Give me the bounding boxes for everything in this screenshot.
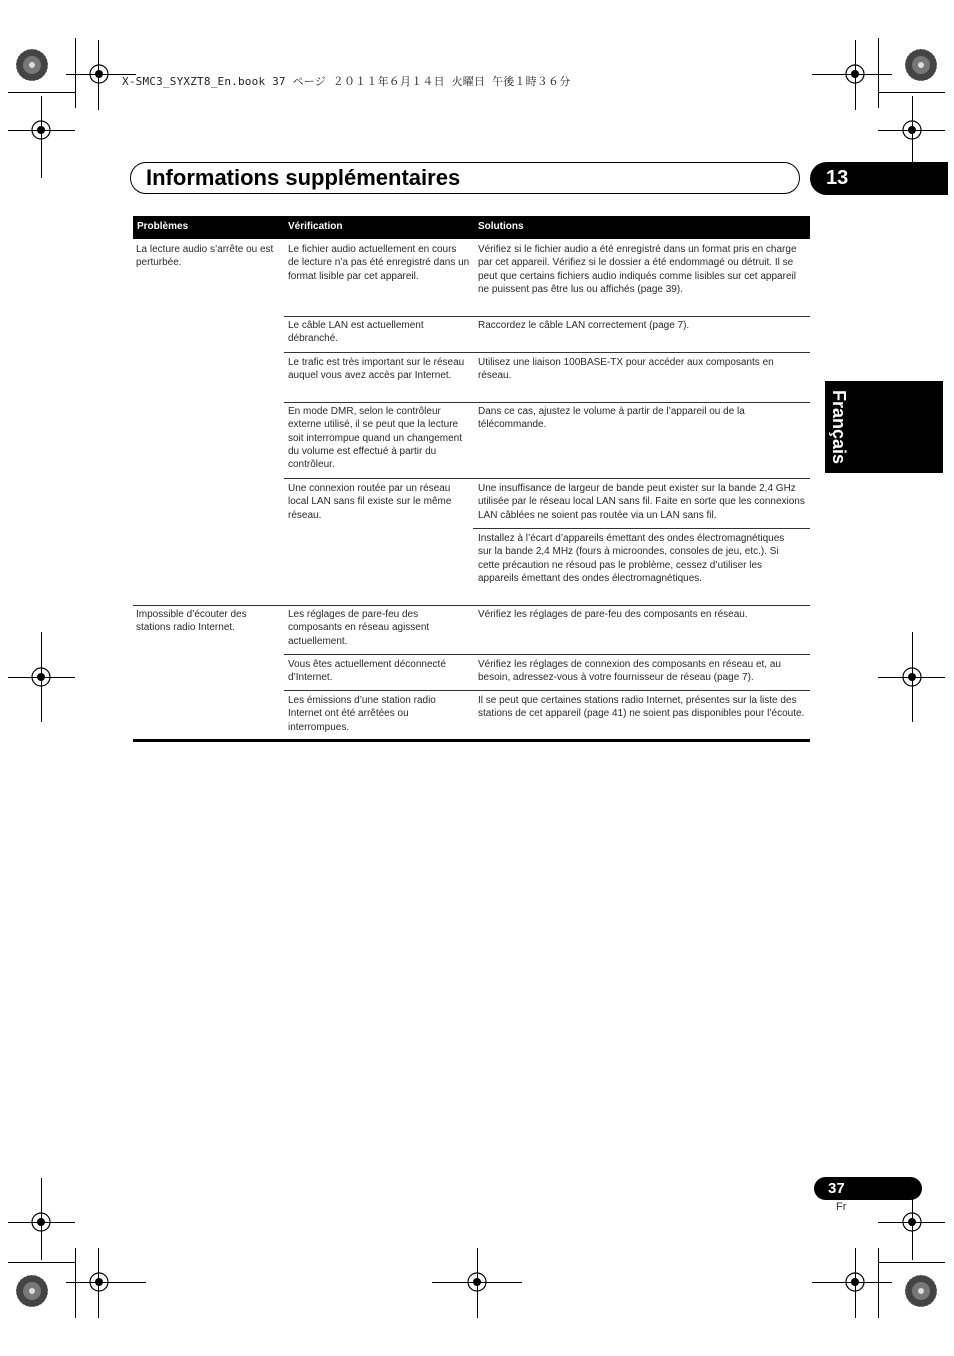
row-divider bbox=[284, 478, 810, 479]
registration-mark-icon bbox=[892, 657, 932, 697]
solution-cell: Une insuffisance de largeur de bande peut exister sur la bande 2,4 GHz utilisée par le réseau local LAN sans fil. Faite en sorte que les connexions LAN câblées ne soient pas routée via un LAN sans fil. bbox=[478, 483, 805, 521]
row-divider bbox=[284, 654, 810, 655]
solution-cell: Il se peut que certaines stations radio Internet, présentes sur la liste des stations de cet appareil (page 41) ne soient pas disponibles pour l’écoute. bbox=[478, 695, 805, 720]
file-header: X-SMC3_SYXZT8_En.book 37 ページ ２０１１年６月１４日 火曜日 午後１時３６分 bbox=[122, 75, 571, 88]
color-target-icon bbox=[904, 1274, 938, 1308]
page-title: Informations supplémentaires bbox=[146, 165, 461, 190]
registration-mark-icon bbox=[457, 1262, 497, 1302]
verification-cell: Une connexion routée par un réseau local LAN sans fil existe sur le même réseau. bbox=[288, 483, 452, 521]
registration-mark-icon bbox=[892, 110, 932, 150]
verification-cell: Le trafic est très important sur le réseau auquel vous avez accès par Internet. bbox=[288, 357, 465, 382]
table-header bbox=[133, 216, 810, 239]
registration-mark-icon bbox=[892, 1202, 932, 1242]
language-tab-label: Français bbox=[829, 389, 849, 465]
solution-cell: Dans ce cas, ajustez le volume à partir de l’appareil ou de la télécommande. bbox=[478, 406, 745, 431]
color-target-icon bbox=[15, 1274, 49, 1308]
row-divider bbox=[473, 528, 810, 529]
color-target-icon bbox=[904, 48, 938, 82]
row-divider bbox=[284, 352, 810, 353]
verification-cell: Les réglages de pare-feu des composants en réseau agissent actuellement. bbox=[288, 609, 430, 647]
page-language: Fr bbox=[836, 1201, 847, 1213]
page-number: 37 bbox=[828, 1180, 845, 1197]
solution-cell: Vérifiez si le fichier audio a été enregistré dans un format pris en charge par cet appareil. Vérifiez si le dossier a été endommagé ou détruit. Il se peut que certains fichiers audio indiqués comme lisibles sur cet appareil ne puissent pas être lus ou affichés (page 39). bbox=[478, 244, 797, 295]
problem-cell: La lecture audio s’arrête ou est perturbée. bbox=[136, 244, 274, 269]
column-header-problems: Problèmes bbox=[137, 221, 189, 232]
row-divider bbox=[133, 605, 810, 606]
verification-cell: En mode DMR, selon le contrôleur externe utilisé, il se peut que la lecture soit interrompue quand un changement du volume est effectué à partir du contrôleur. bbox=[288, 406, 463, 471]
registration-mark-icon bbox=[835, 1262, 875, 1302]
registration-mark-icon bbox=[21, 657, 61, 697]
solution-cell: Vérifiez les réglages de connexion des composants en réseau et, au besoin, adressez-vous à votre fournisseur de réseau (page 7). bbox=[478, 659, 781, 684]
verification-cell: Le câble LAN est actuellement débranché. bbox=[288, 320, 424, 345]
solution-cell: Raccordez le câble LAN correctement (page 7). bbox=[478, 320, 690, 331]
registration-mark-icon bbox=[79, 1262, 119, 1302]
registration-mark-icon bbox=[79, 54, 119, 94]
registration-mark-icon bbox=[21, 1202, 61, 1242]
row-divider bbox=[284, 402, 810, 403]
solution-cell: Vérifiez les réglages de pare-feu des composants en réseau. bbox=[478, 609, 748, 620]
verification-cell: Les émissions d’une station radio Internet ont été arrêtées ou interrompues. bbox=[288, 695, 436, 733]
verification-cell: Le fichier audio actuellement en cours de lecture n’a pas été enregistré dans un format lisible par cet appareil. bbox=[288, 244, 470, 282]
problem-cell: Impossible d’écouter des stations radio Internet. bbox=[136, 609, 247, 634]
chapter-number: 13 bbox=[826, 167, 849, 189]
verification-cell: Vous êtes actuellement déconnecté d’Internet. bbox=[288, 659, 446, 684]
solution-cell: Installez à l’écart d’appareils émettant des ondes électromagnétiques sur la bande 2,4 MHz (fours à microondes, consoles de jeu, etc.). Si cette précaution ne résoud pas le problème, cessez d’utiliser les appareils émettant des ondes électromagnétiques. bbox=[478, 533, 785, 584]
row-divider bbox=[284, 690, 810, 691]
registration-mark-icon bbox=[21, 110, 61, 150]
table-bottom-rule bbox=[133, 739, 810, 742]
row-divider bbox=[284, 316, 810, 317]
solution-cell: Utilisez une liaison 100BASE-TX pour accéder aux composants en réseau. bbox=[478, 357, 774, 382]
registration-mark-icon bbox=[835, 54, 875, 94]
column-header-solutions: Solutions bbox=[478, 221, 524, 232]
color-target-icon bbox=[15, 48, 49, 82]
column-header-verification: Vérification bbox=[288, 221, 343, 232]
